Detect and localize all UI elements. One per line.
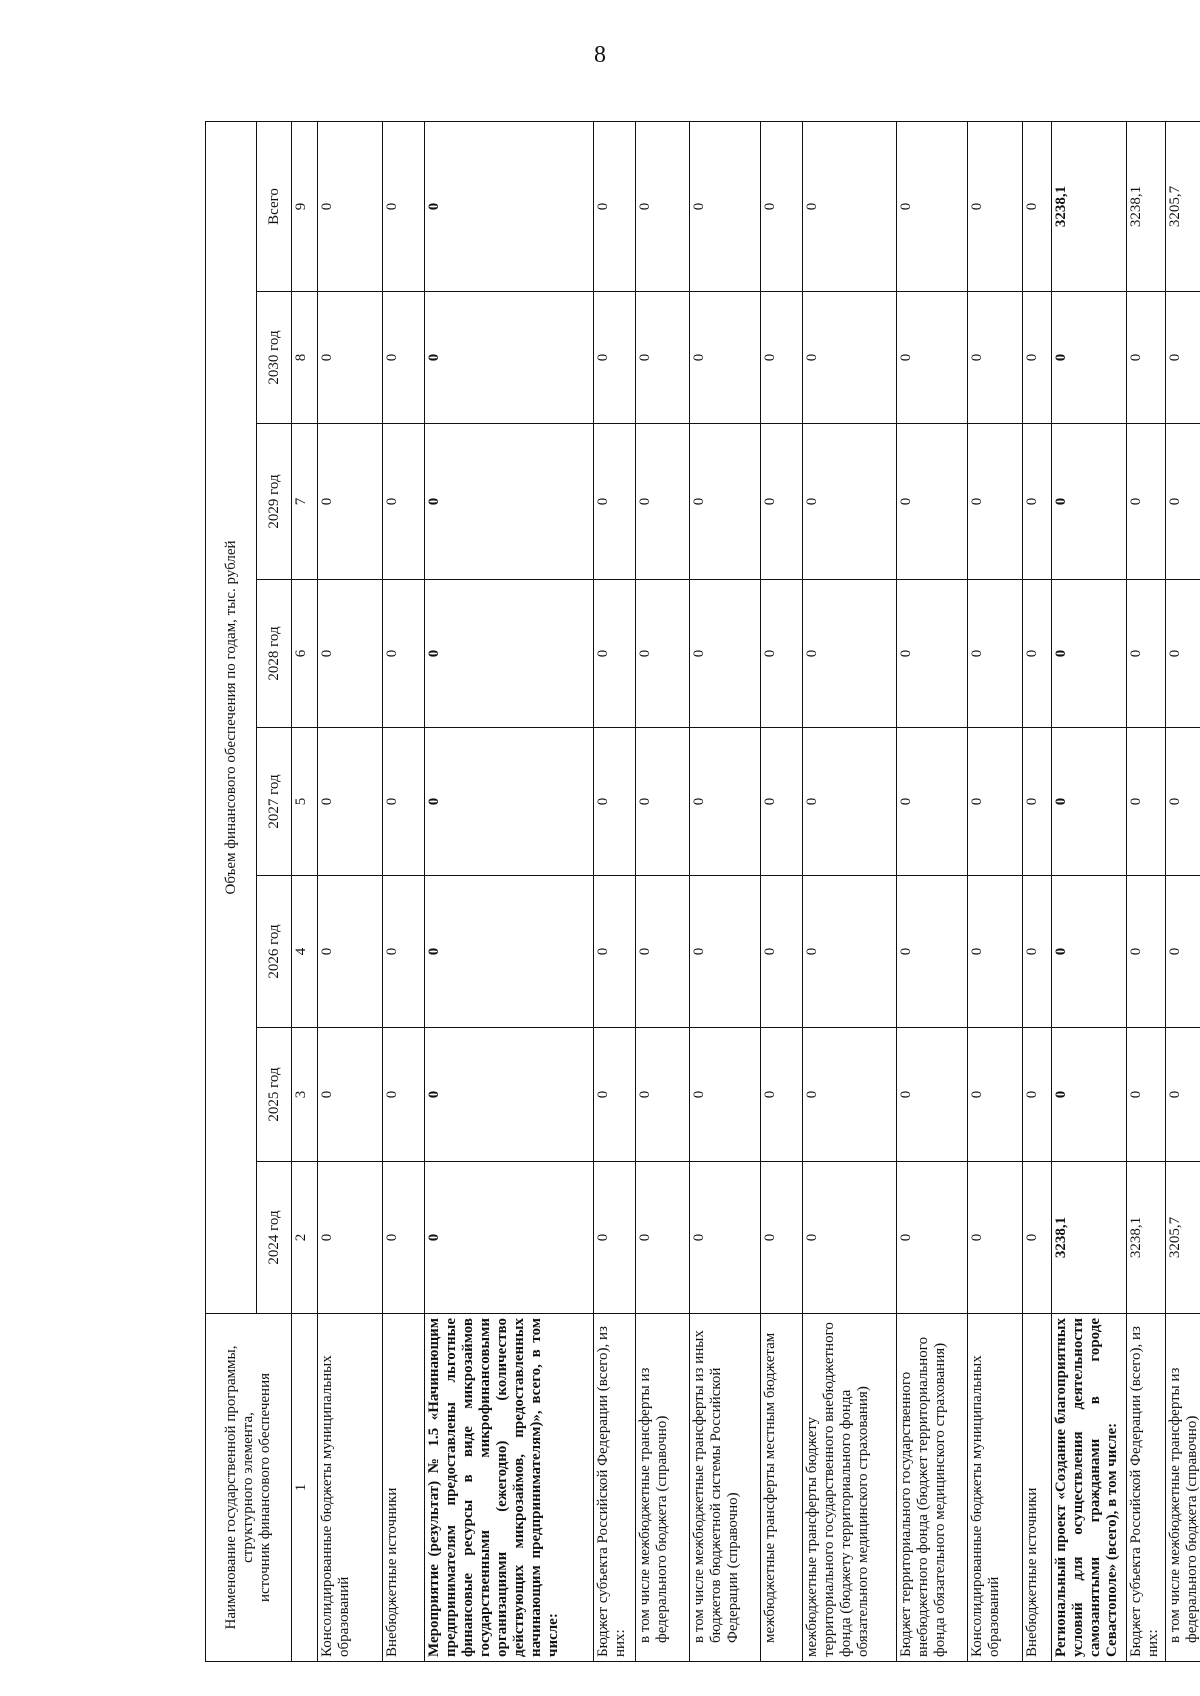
table-row	[803, 121, 897, 1661]
row-value: 0	[968, 292, 1022, 424]
column-number: 8	[291, 292, 317, 424]
header-year: 2025 год	[257, 1028, 292, 1162]
row-value: 0	[761, 1162, 803, 1314]
row-value: 0	[897, 728, 968, 876]
row-value: 0	[968, 1028, 1022, 1162]
row-label: Мероприятие (результат) № 1.5 «Начинающим предпринимателям предоставлены льготные финансовые ресурсы в виде микрозаймов государственными микрофинансовыми организациями (ежегодно) (количество действующих микрозаймов, предоставленных начинающим предпринимателям)», всего, в том числе:	[424, 1314, 593, 1662]
row-value: 3238,1	[1052, 1162, 1127, 1314]
row-value: 3238,1	[1052, 121, 1127, 291]
column-number: 1	[291, 1314, 317, 1662]
row-value: 0	[1022, 580, 1051, 728]
row-value: 0	[803, 121, 897, 291]
row-value: 0	[1022, 121, 1051, 291]
financing-table	[205, 121, 1200, 1662]
row-value: 0	[424, 292, 593, 424]
row-label: в том числе межбюджетные трансферты из иных бюджетов бюджетной системы Российской Федерации (справочно)	[690, 1314, 761, 1662]
table-row	[897, 121, 968, 1661]
row-value: 0	[897, 580, 968, 728]
row-value: 0	[761, 121, 803, 291]
row-value: 0	[690, 424, 761, 580]
row-value: 0	[382, 580, 424, 728]
row-label: в том числе межбюджетные трансферты из федерального бюджета (справочно)	[635, 1314, 689, 1662]
row-value: 0	[1052, 728, 1127, 876]
row-value: 0	[1127, 728, 1166, 876]
column-number: 6	[291, 580, 317, 728]
table-row	[761, 121, 803, 1661]
row-value: 0	[761, 728, 803, 876]
table-row	[382, 121, 424, 1661]
row-value: 0	[968, 1162, 1022, 1314]
row-value: 0	[594, 728, 636, 876]
row-value: 0	[1022, 728, 1051, 876]
row-value: 0	[1052, 580, 1127, 728]
row-value: 3238,1	[1127, 1162, 1166, 1314]
row-value: 0	[968, 580, 1022, 728]
row-value: 0	[424, 580, 593, 728]
row-value: 0	[635, 121, 689, 291]
row-value: 0	[317, 1162, 382, 1314]
row-value: 0	[897, 876, 968, 1028]
row-value: 0	[968, 728, 1022, 876]
column-number: 2	[291, 1162, 317, 1314]
row-value: 0	[1127, 292, 1166, 424]
row-value: 0	[594, 424, 636, 580]
row-value: 0	[803, 1028, 897, 1162]
row-value: 0	[594, 292, 636, 424]
row-value: 0	[690, 876, 761, 1028]
row-value: 0	[424, 876, 593, 1028]
row-value: 0	[382, 424, 424, 580]
row-value: 0	[635, 728, 689, 876]
header-year: 2028 год	[257, 580, 292, 728]
table-row	[1166, 121, 1200, 1661]
row-value: 0	[317, 1028, 382, 1162]
row-value: 0	[1166, 728, 1200, 876]
row-value: 0	[1022, 292, 1051, 424]
row-value: 0	[968, 424, 1022, 580]
row-value: 0	[761, 580, 803, 728]
row-value: 0	[317, 121, 382, 291]
row-value: 0	[1166, 580, 1200, 728]
row-value: 0	[803, 876, 897, 1028]
row-value: 0	[1127, 580, 1166, 728]
row-value: 0	[761, 424, 803, 580]
header-name-col-subtitle: источник финансового обеспечения	[256, 1373, 273, 1603]
table-row	[968, 121, 1022, 1661]
header-volume: Объем финансового обеспечения по годам, тыс. рублей	[206, 121, 257, 1313]
header-year: 2024 год	[257, 1162, 292, 1314]
row-label: в том числе межбюджетные трансферты из федерального бюджета (справочно)	[1166, 1314, 1200, 1662]
row-value: 0	[1166, 292, 1200, 424]
row-value: 0	[424, 121, 593, 291]
row-value: 0	[897, 121, 968, 291]
row-value: 0	[690, 292, 761, 424]
row-value: 0	[1166, 876, 1200, 1028]
row-value: 3205,7	[1166, 121, 1200, 291]
column-number: 9	[291, 121, 317, 291]
row-label: Региональный проект «Создание благоприятных условий для осуществления деятельности самозанятыми гражданами в городе Севастополе» (всего), в том числе:	[1052, 1314, 1127, 1662]
row-value: 0	[761, 1028, 803, 1162]
row-value: 0	[1022, 1162, 1051, 1314]
table-row	[1052, 121, 1127, 1661]
row-value: 0	[635, 580, 689, 728]
header-year: 2027 год	[257, 728, 292, 876]
row-value: 0	[1022, 876, 1051, 1028]
row-value: 0	[1052, 1028, 1127, 1162]
column-number: 4	[291, 876, 317, 1028]
row-value: 0	[690, 121, 761, 291]
table-row	[635, 121, 689, 1661]
row-value: 0	[803, 1162, 897, 1314]
table-row	[690, 121, 761, 1661]
row-label: Бюджет территориального государственного внебюджетного фонда (бюджет территориального фонда обязательного медицинского страхования)	[897, 1314, 968, 1662]
row-value: 0	[424, 728, 593, 876]
table-row	[1022, 121, 1051, 1661]
row-value: 0	[761, 292, 803, 424]
column-number: 7	[291, 424, 317, 580]
row-value: 0	[803, 292, 897, 424]
header-year: 2026 год	[257, 876, 292, 1028]
rotated-table-container	[205, 122, 1200, 1662]
row-value: 0	[1052, 292, 1127, 424]
page-number: 8	[594, 42, 606, 68]
row-value: 0	[424, 424, 593, 580]
row-value: 0	[1052, 876, 1127, 1028]
row-value: 0	[382, 728, 424, 876]
header-name-col-title: Наименование государственной программы, структурного элемента,	[222, 1345, 256, 1630]
row-value: 0	[1022, 424, 1051, 580]
column-numbers-row	[291, 121, 317, 1661]
row-label: Консолидированные бюджеты муниципальных образований	[968, 1314, 1022, 1662]
row-value: 0	[317, 876, 382, 1028]
header-total: Всего	[257, 121, 292, 291]
row-value: 0	[897, 1162, 968, 1314]
row-value: 0	[897, 292, 968, 424]
row-label: Бюджет субъекта Российской Федерации (всего), из них:	[594, 1314, 636, 1662]
table-body	[317, 121, 1200, 1661]
table-row	[1127, 121, 1166, 1661]
row-value: 0	[1127, 424, 1166, 580]
row-value: 0	[897, 424, 968, 580]
row-value: 0	[635, 876, 689, 1028]
table-row	[424, 121, 593, 1661]
row-value: 0	[690, 580, 761, 728]
row-value: 0	[317, 424, 382, 580]
row-value: 0	[1127, 876, 1166, 1028]
row-value: 0	[803, 424, 897, 580]
row-label: Консолидированные бюджеты муниципальных образований	[317, 1314, 382, 1662]
row-value: 0	[803, 728, 897, 876]
row-value: 0	[1127, 1028, 1166, 1162]
row-value: 0	[382, 292, 424, 424]
row-value: 0	[594, 121, 636, 291]
row-value: 0	[1022, 1028, 1051, 1162]
row-value: 0	[424, 1162, 593, 1314]
row-label: Внебюджетные источники	[382, 1314, 424, 1662]
row-value: 3238,1	[1127, 121, 1166, 291]
row-value: 0	[317, 728, 382, 876]
row-value: 0	[690, 1162, 761, 1314]
row-value: 0	[635, 424, 689, 580]
column-number: 5	[291, 728, 317, 876]
row-value: 0	[635, 292, 689, 424]
column-number: 3	[291, 1028, 317, 1162]
table-row	[317, 121, 382, 1661]
row-value: 0	[1166, 1028, 1200, 1162]
row-value: 0	[690, 728, 761, 876]
row-label: Бюджет субъекта Российской Федерации (всего), из них:	[1127, 1314, 1166, 1662]
row-value: 0	[594, 1028, 636, 1162]
row-label: межбюджетные трансферты местным бюджетам	[761, 1314, 803, 1662]
row-value: 0	[1052, 424, 1127, 580]
row-value: 0	[803, 580, 897, 728]
header-name-col	[206, 1314, 292, 1662]
header-year: 2029 год	[257, 424, 292, 580]
row-value: 0	[635, 1162, 689, 1314]
row-value: 0	[968, 121, 1022, 291]
row-value: 0	[382, 876, 424, 1028]
row-value: 0	[761, 876, 803, 1028]
row-label: Внебюджетные источники	[1022, 1314, 1051, 1662]
row-value: 0	[897, 1028, 968, 1162]
row-value: 0	[424, 1028, 593, 1162]
row-value: 0	[317, 580, 382, 728]
row-value: 3205,7	[1166, 1162, 1200, 1314]
row-value: 0	[635, 1028, 689, 1162]
row-value: 0	[382, 1162, 424, 1314]
row-value: 0	[317, 292, 382, 424]
table-row	[594, 121, 636, 1661]
row-value: 0	[594, 876, 636, 1028]
row-value: 0	[690, 1028, 761, 1162]
row-value: 0	[382, 121, 424, 291]
row-value: 0	[594, 580, 636, 728]
row-value: 0	[1166, 424, 1200, 580]
row-value: 0	[968, 876, 1022, 1028]
header-year: 2030 год	[257, 292, 292, 424]
row-label: межбюджетные трансферты бюджету территориального государственного внебюджетного фонда (бюджету территориального фонда обязательного медицинского страхования)	[803, 1314, 897, 1662]
row-value: 0	[382, 1028, 424, 1162]
row-value: 0	[594, 1162, 636, 1314]
